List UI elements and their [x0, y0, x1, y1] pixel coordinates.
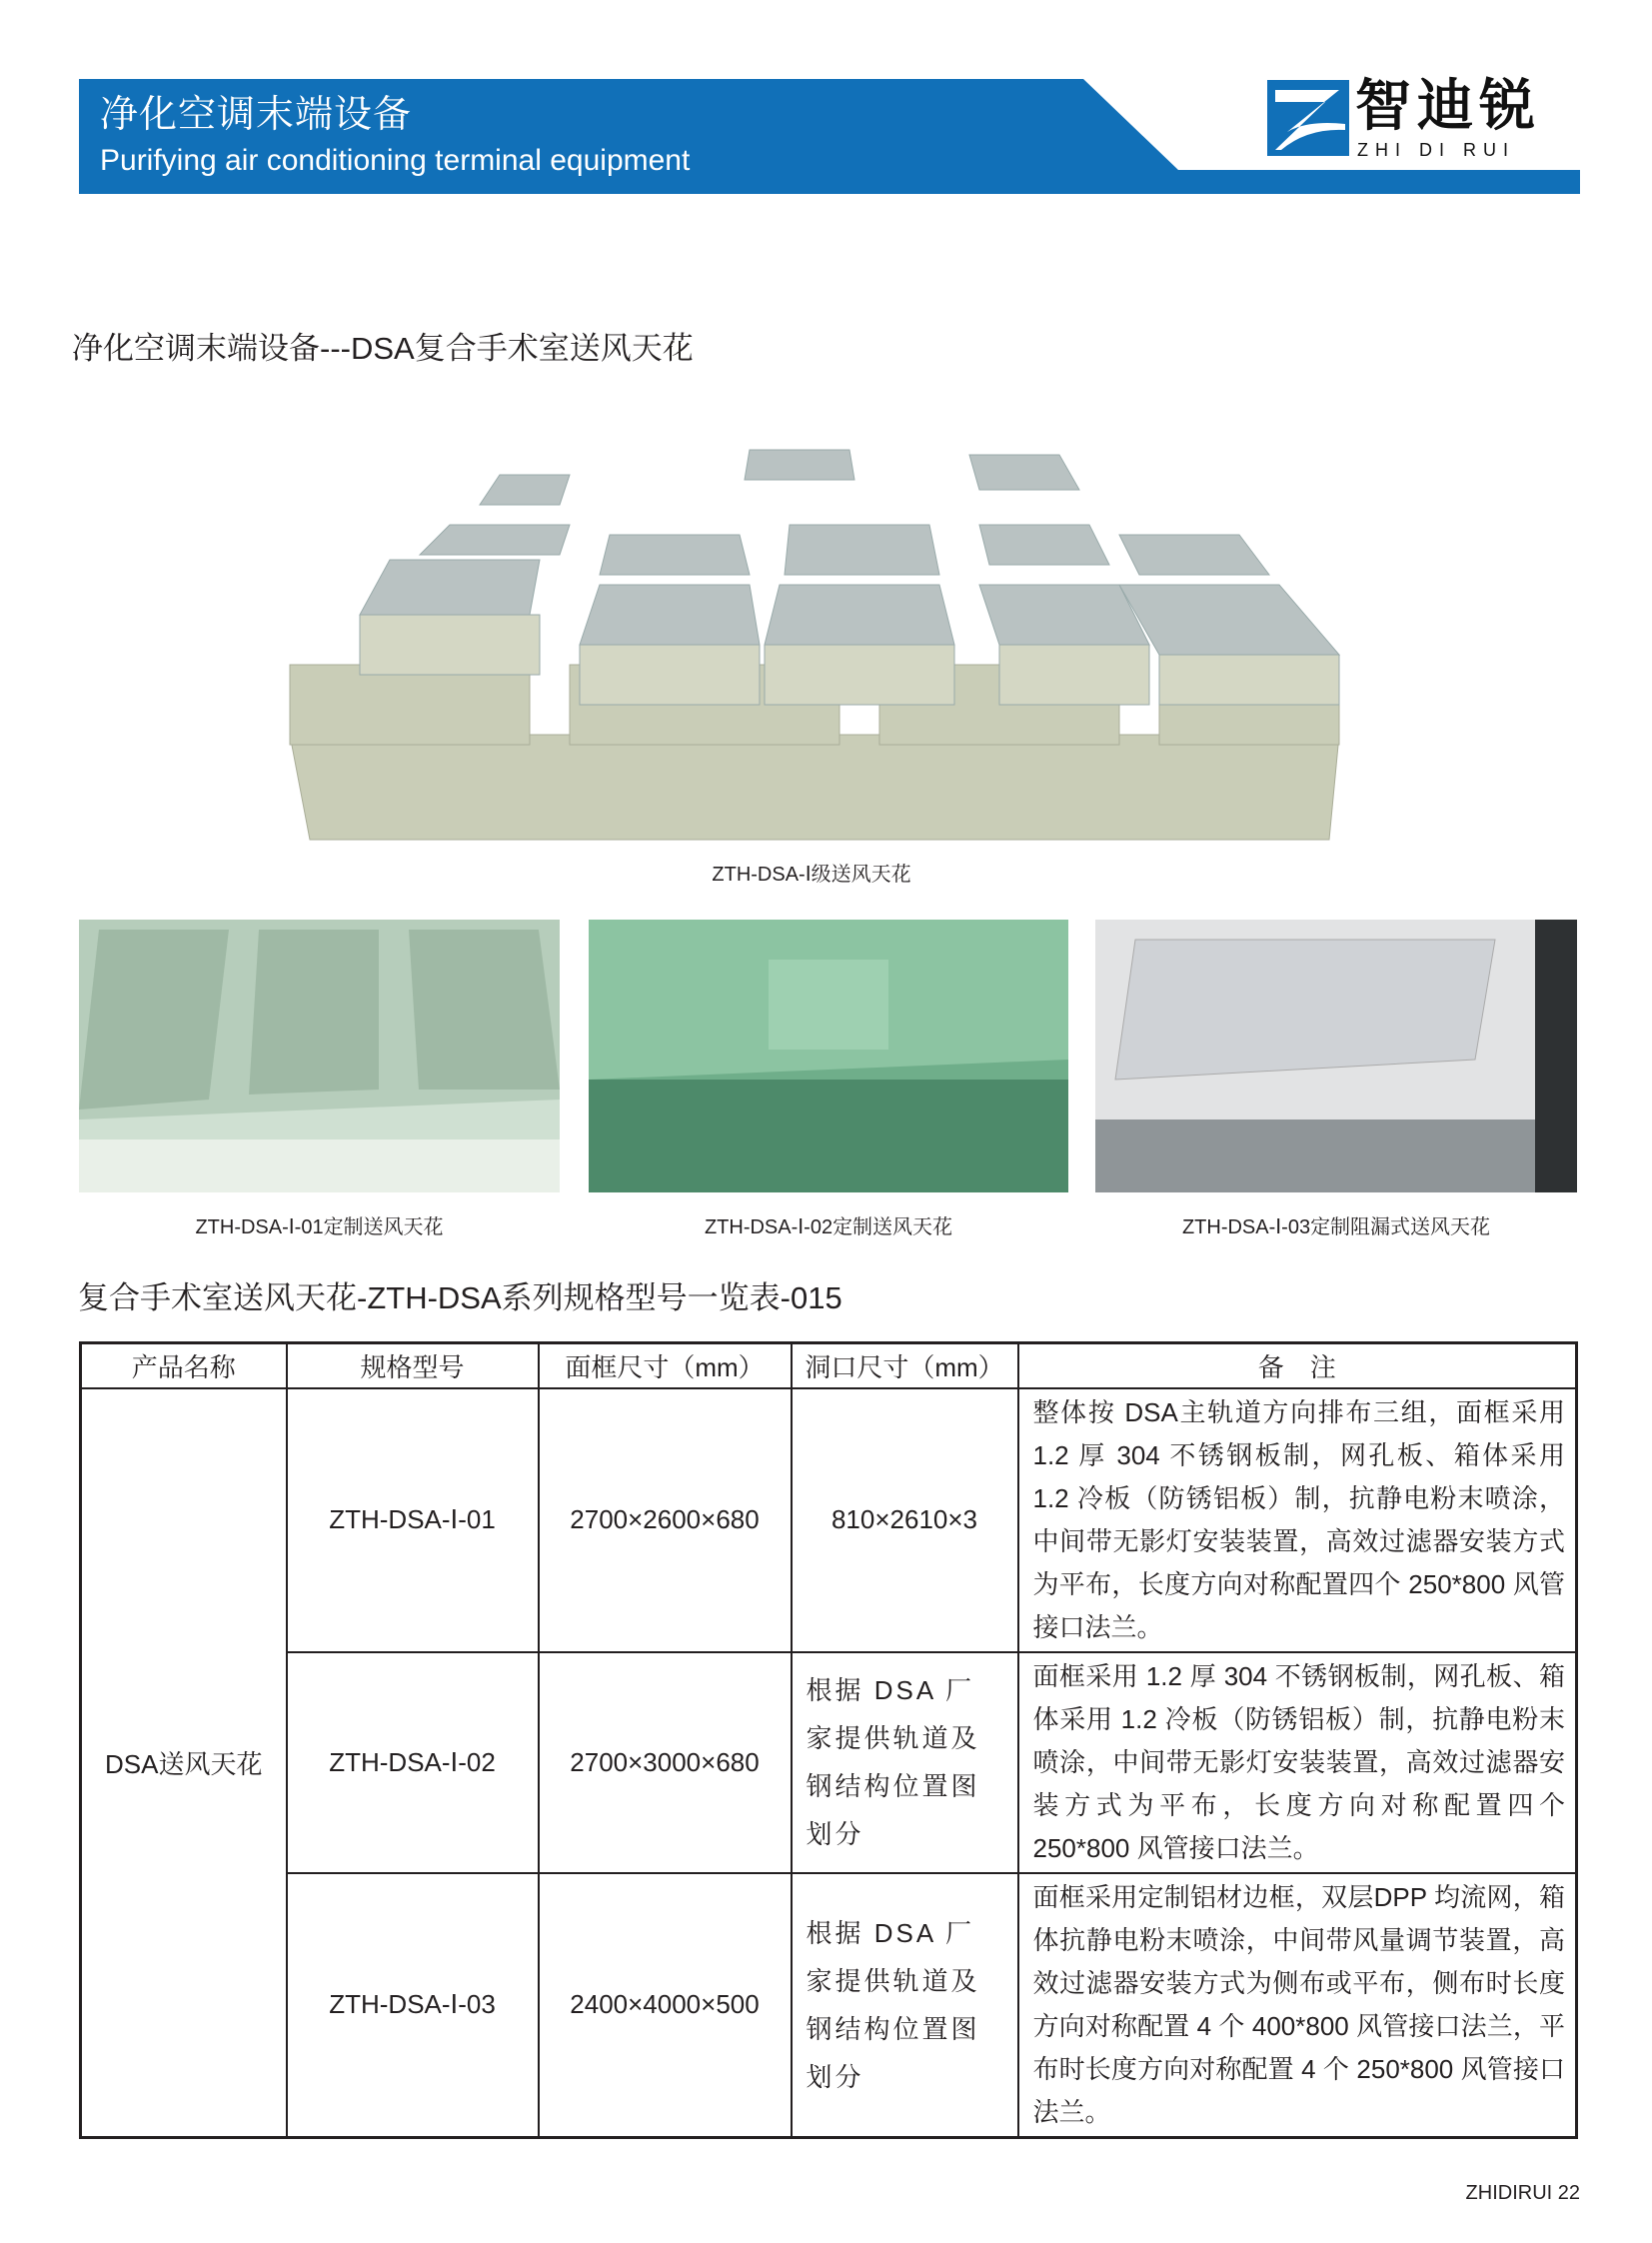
frame-size-cell: 2700×2600×680	[539, 1388, 792, 1652]
remark-cell: 面框采用定制铝材边框，双层DPP 均流网，箱体抗静电粉末喷涂，中间带风量调节装置，高效过滤器安装方式为侧布或平布，侧布时长度方向对称配置 4 个 400*800 风管接口法兰，平布时长度方向对称配置 4 个 250*800 风管接口法兰。	[1018, 1873, 1577, 2138]
model-cell: ZTH-DSA-Ⅰ-03	[287, 1873, 539, 2138]
photo-caption-01: ZTH-DSA-Ⅰ-01定制送风天花	[195, 1216, 444, 1238]
opening-size-cell: 根据 DSA 厂家提供轨道及钢结构位置图划分	[792, 1652, 1018, 1873]
spec-table	[79, 1341, 1578, 2139]
remark-cell: 整体按 DSA主轨道方向排布三组，面框采用 1.2 厚 304 不锈钢板制，网孔板、箱体采用 1.2 冷板（防锈铝板）制，抗静电粉末喷涂，中间带无影灯安装装置，高效过滤器安装方式为平布，长度方向对称配置四个 250*800 风管接口法兰。	[1018, 1388, 1577, 1652]
frame-size-cell: 2400×4000×500	[539, 1873, 792, 2138]
col-header-frame-size: 面框尺寸（mm）	[539, 1343, 792, 1388]
photo-ceiling-03	[1095, 920, 1577, 1192]
table-title: 复合手术室送风天花-ZTH-DSA系列规格型号一览表-015	[78, 1280, 842, 1315]
header-title-en: Purifying air conditioning terminal equipment	[100, 144, 691, 177]
model-cell: ZTH-DSA-Ⅰ-02	[287, 1652, 539, 1873]
section-title: 净化空调末端设备---DSA复合手术室送风天花	[72, 331, 694, 366]
logo-text-en: ZHI DI RUI	[1357, 140, 1515, 160]
photo-caption-02: ZTH-DSA-Ⅰ-02定制送风天花	[704, 1216, 953, 1238]
frame-size-cell: 2700×3000×680	[539, 1652, 792, 1873]
photo-caption-03: ZTH-DSA-Ⅰ-03定制阻漏式送风天花	[1181, 1216, 1491, 1238]
main-product-photo	[280, 445, 1343, 841]
photo-ceiling-02	[589, 920, 1068, 1192]
col-header-model: 规格型号	[287, 1343, 539, 1388]
photo-ceiling-01	[79, 920, 560, 1192]
main-photo-caption: ZTH-DSA-Ⅰ级送风天花	[712, 864, 911, 886]
table-header-row	[81, 1343, 1577, 1388]
col-header-product: 产品名称	[81, 1343, 287, 1388]
opening-size-cell: 根据 DSA 厂家提供轨道及钢结构位置图划分	[792, 1873, 1018, 2138]
model-cell: ZTH-DSA-Ⅰ-01	[287, 1388, 539, 1652]
remark-cell: 面框采用 1.2 厚 304 不锈钢板制，网孔板、箱体采用 1.2 冷板（防锈铝板）制，抗静电粉末喷涂，中间带无影灯安装装置，高效过滤器安装方式为平布，长度方向对称配置四个 250*800 风管接口法兰。	[1018, 1652, 1577, 1873]
table-row	[81, 1388, 1577, 1652]
product-name-cell: DSA送风天花	[81, 1388, 287, 2138]
opening-size-cell: 810×2610×3	[792, 1388, 1018, 1652]
logo-text-cn: 智迪锐	[1355, 74, 1541, 139]
table-row	[81, 1652, 1577, 1873]
logo-mark-icon	[1267, 80, 1349, 156]
col-header-opening-size: 洞口尺寸（mm）	[792, 1343, 1018, 1388]
table-row	[81, 1873, 1577, 2138]
page-number: ZHIDIRUI 22	[1465, 2182, 1580, 2204]
header-title-cn: 净化空调末端设备	[100, 94, 413, 136]
col-header-remark: 备 注	[1018, 1343, 1577, 1388]
